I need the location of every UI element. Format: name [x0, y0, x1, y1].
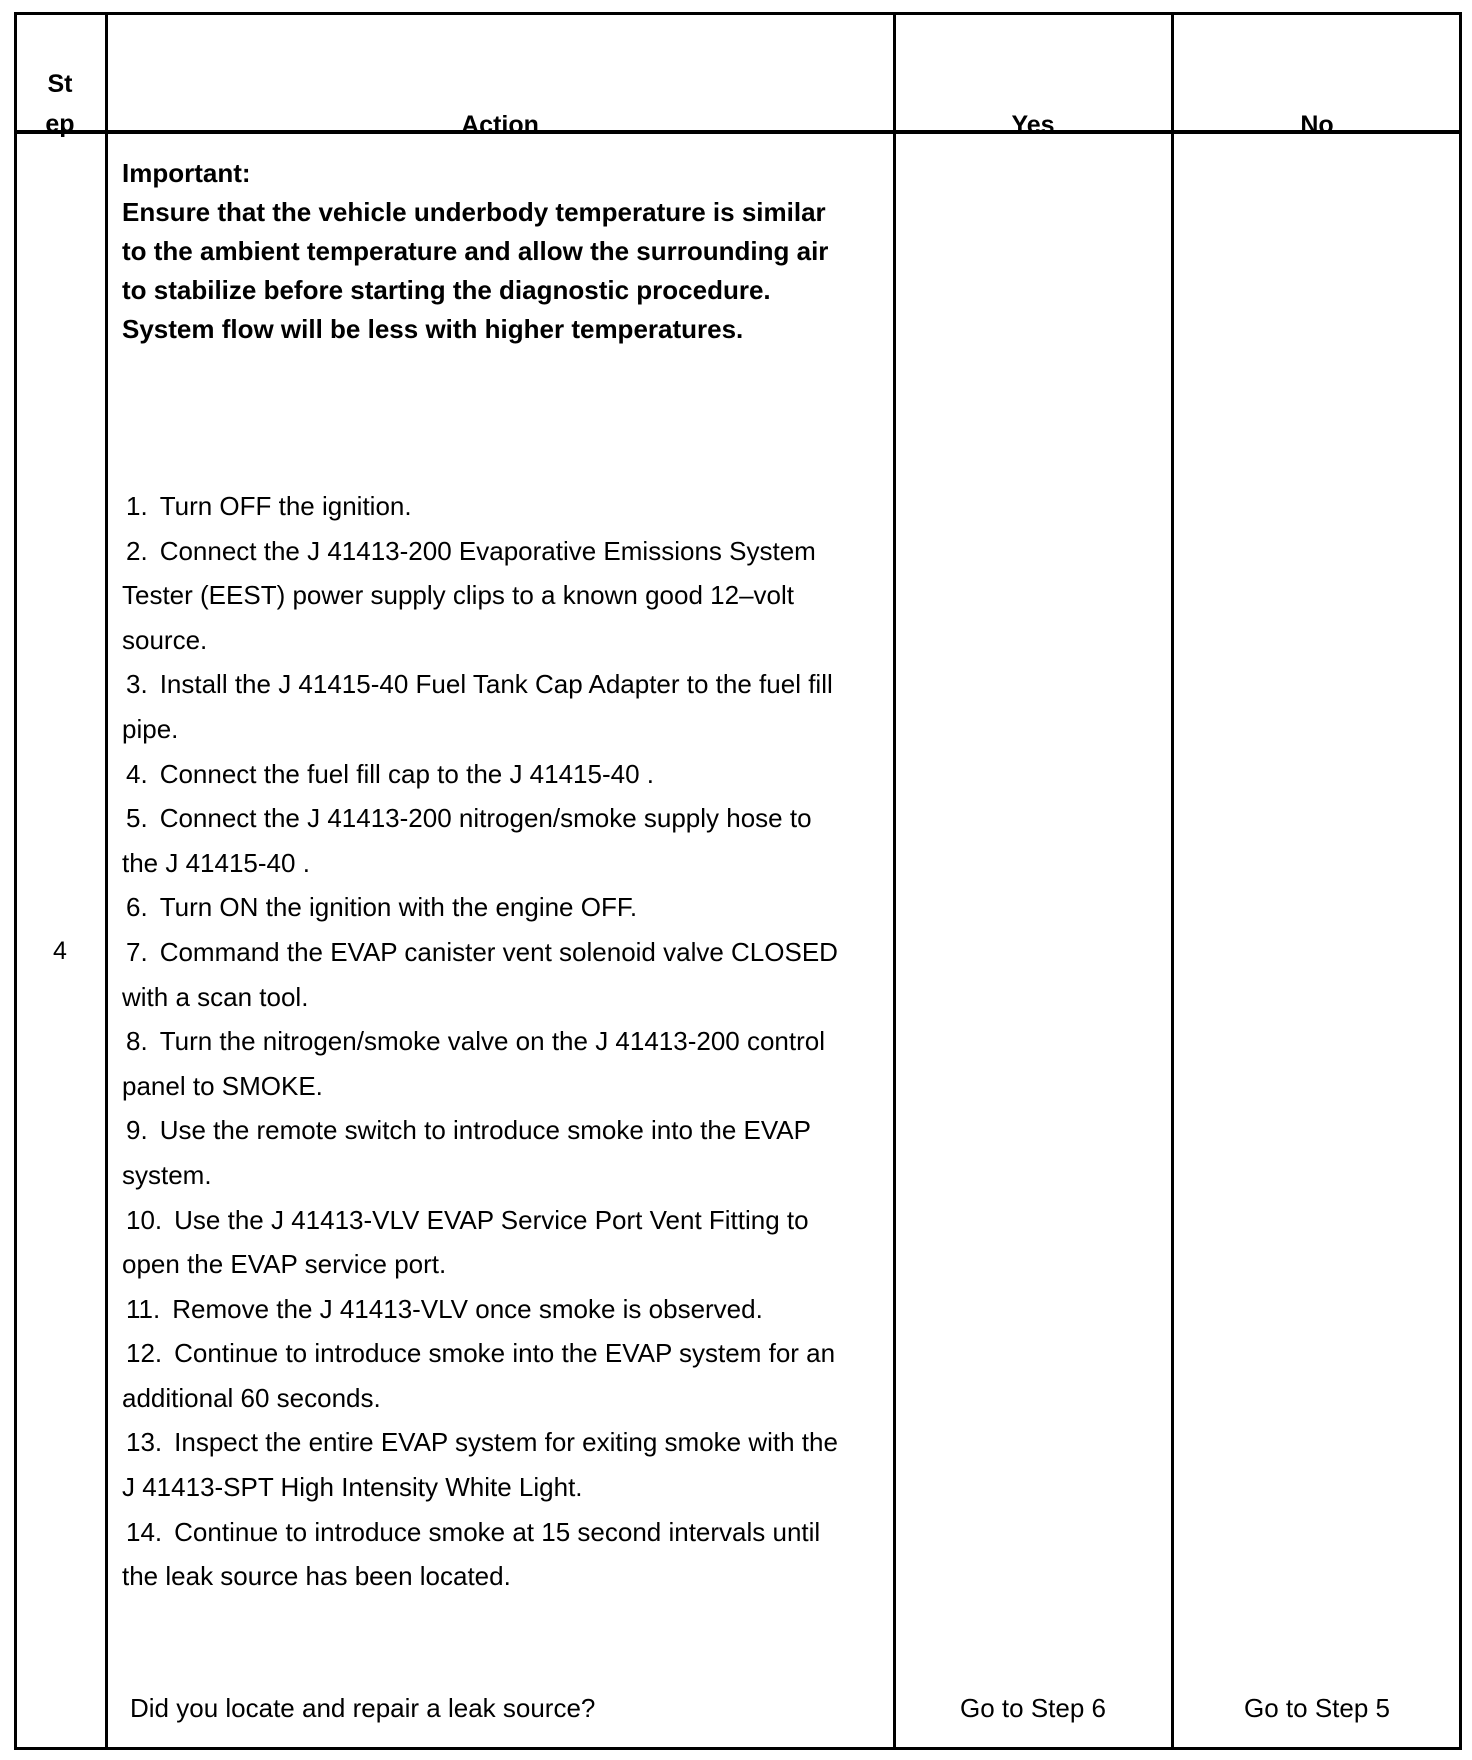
step-header-line2: ep	[45, 110, 75, 138]
step-index: 3.	[126, 669, 148, 700]
step-index: 4.	[126, 758, 148, 789]
step-index: 5.	[126, 803, 148, 834]
table-top-border	[14, 12, 1462, 15]
yes-answer: Go to Step 6	[960, 1693, 1106, 1723]
procedure-step	[122, 1108, 852, 1197]
step-text: Connect the J 41413-200 Evaporative Emissions System Tester (EEST) power supply clips to a known good 12–volt source.	[122, 535, 816, 655]
procedure-step	[122, 1198, 852, 1287]
procedure-step	[122, 529, 852, 663]
question-text: Did you locate and repair a leak source?	[130, 1693, 596, 1723]
procedure-step	[122, 484, 852, 529]
step-index: 7.	[126, 936, 148, 967]
important-title: Important:	[122, 158, 251, 188]
important-note	[122, 154, 842, 349]
step-index: 6.	[126, 892, 148, 923]
no-header: No	[1300, 111, 1334, 139]
procedure-step	[122, 662, 852, 751]
step-index: 11.	[126, 1293, 161, 1324]
step-text: Turn ON the ignition with the engine OFF.	[159, 892, 638, 923]
step-index: 1.	[126, 491, 148, 521]
yes-header: Yes	[1011, 111, 1055, 139]
action-header: Action	[461, 111, 539, 139]
step-text: Connect the fuel fill cap to the J 41415-40 .	[159, 758, 655, 789]
action-column-divider	[893, 12, 896, 1750]
procedure-step	[122, 930, 852, 1019]
table-left-border	[14, 12, 17, 1750]
table-bottom-border	[14, 1747, 1462, 1750]
procedure-step	[122, 1420, 852, 1509]
step-index: 8.	[126, 1026, 148, 1057]
step-index: 9.	[126, 1115, 148, 1146]
step-text: Turn the nitrogen/smoke valve on the J 41413-200 control panel to SMOKE.	[122, 1026, 826, 1101]
step-text: Turn OFF the ignition.	[159, 491, 412, 521]
table-right-border	[1459, 12, 1462, 1750]
important-text: Ensure that the vehicle underbody temperature is similar to the ambient temperature and allow the surrounding air to stabilize before starting the diagnostic procedure. System flow will be less with higher temperatures.	[122, 197, 829, 344]
procedure-step	[122, 1510, 852, 1599]
step-text: Remove the J 41413-VLV once smoke is observed.	[172, 1293, 763, 1324]
step-index: 12.	[126, 1338, 163, 1369]
step-column-divider	[105, 12, 108, 1750]
step-number: 4	[53, 937, 67, 965]
no-answer: Go to Step 5	[1244, 1693, 1390, 1723]
procedure-step	[122, 752, 852, 797]
step-text: Continue to introduce smoke into the EVAP system for an additional 60 seconds.	[122, 1338, 836, 1413]
step-index: 10.	[126, 1204, 163, 1235]
procedure-step	[122, 885, 852, 930]
step-text: Use the remote switch to introduce smoke into the EVAP system.	[122, 1115, 811, 1190]
step-text: Connect the J 41413-200 nitrogen/smoke supply hose to the J 41415-40 .	[122, 803, 812, 878]
yes-column-divider	[1171, 12, 1174, 1750]
step-index: 2.	[126, 535, 148, 566]
procedure-steps	[122, 484, 852, 1599]
step-index: 14.	[126, 1516, 163, 1547]
step-index: 13.	[126, 1427, 163, 1458]
procedure-step	[122, 1287, 852, 1332]
step-text: Install the J 41415-40 Fuel Tank Cap Adapter to the fuel fill pipe.	[122, 669, 833, 744]
step-text: Command the EVAP canister vent solenoid valve CLOSED with a scan tool.	[122, 936, 838, 1012]
procedure-step	[122, 1019, 852, 1108]
step-header-line1: St	[47, 70, 73, 98]
step-text: Use the J 41413-VLV EVAP Service Port Vent Fitting to open the EVAP service port.	[122, 1204, 809, 1280]
step-text: Inspect the entire EVAP system for exiting smoke with the J 41413-SPT High Intensity White Light.	[122, 1427, 838, 1503]
procedure-step	[122, 796, 852, 885]
procedure-step	[122, 1331, 852, 1420]
step-text: Continue to introduce smoke at 15 second intervals until the leak source has been located.	[122, 1516, 821, 1592]
